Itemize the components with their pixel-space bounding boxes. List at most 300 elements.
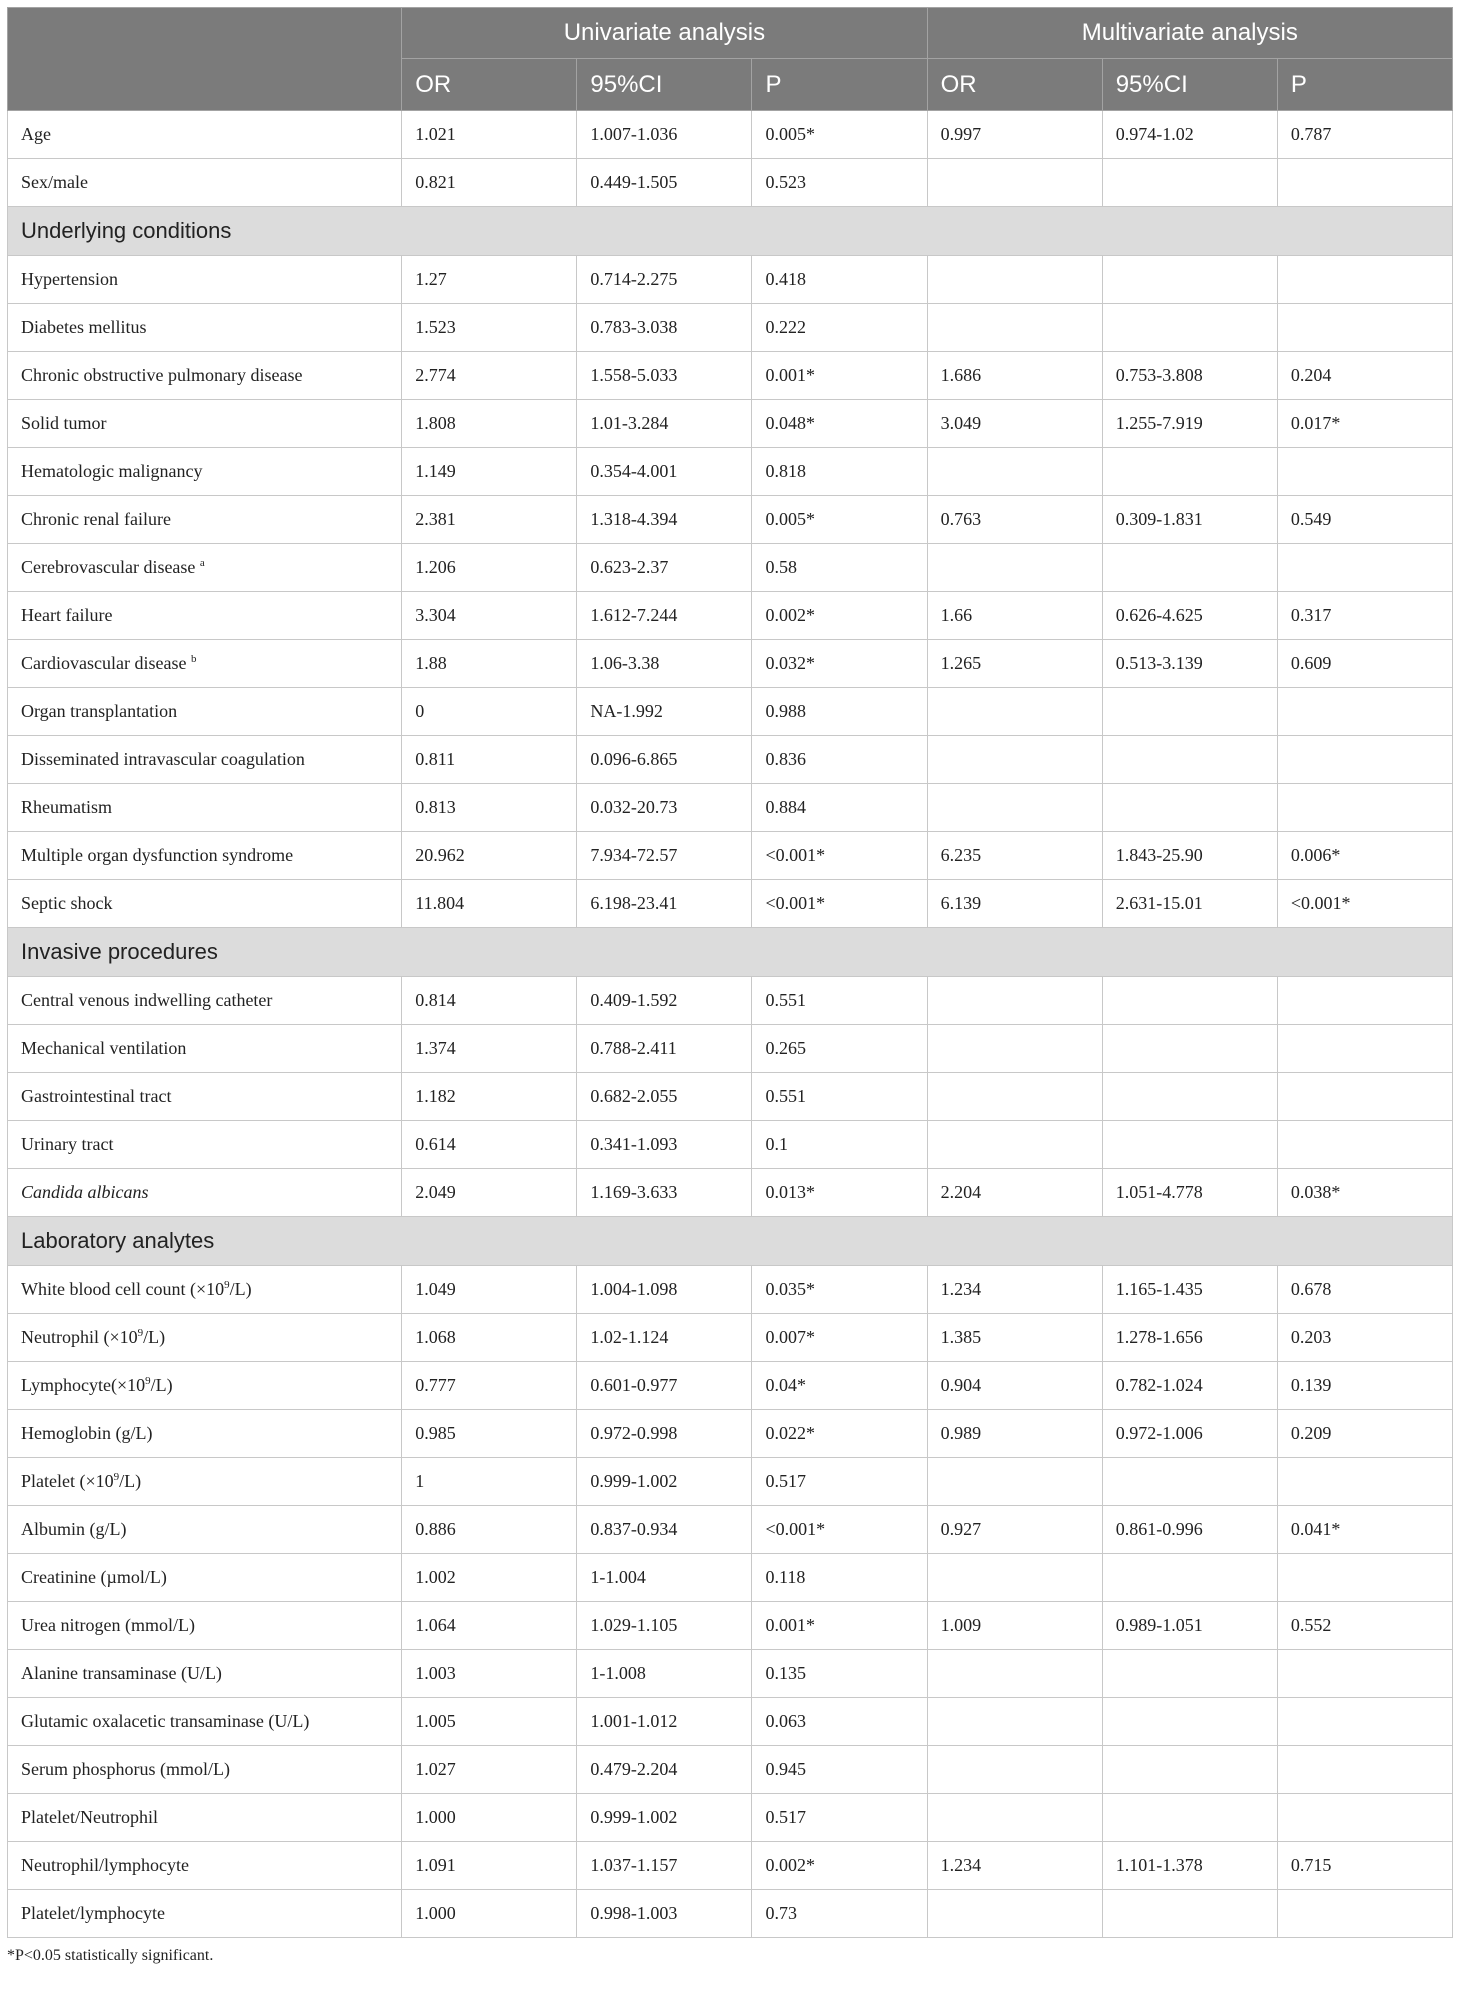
cell-p-uni: 0.836 xyxy=(752,736,927,784)
cell-or-uni: 1.523 xyxy=(402,304,577,352)
section-label: Invasive procedures xyxy=(8,928,1453,977)
cell-or-uni: 1.027 xyxy=(402,1746,577,1794)
cell-ci-multi: 0.782-1.024 xyxy=(1102,1362,1277,1410)
cell-or-multi: 0.997 xyxy=(927,111,1102,159)
row-label xyxy=(8,1458,402,1506)
cell-p-uni: 0.002* xyxy=(752,1842,927,1890)
row-label xyxy=(8,640,402,688)
row-label-suffix: /L) xyxy=(143,1327,166,1347)
cell-p-multi xyxy=(1277,448,1452,496)
cell-p-uni: 0.884 xyxy=(752,784,927,832)
row-label xyxy=(8,1314,402,1362)
cell-p-multi xyxy=(1277,977,1452,1025)
cell-p-uni: 0.001* xyxy=(752,352,927,400)
row-label xyxy=(8,1073,402,1121)
cell-or-uni: 1.27 xyxy=(402,256,577,304)
cell-p-uni: <0.001* xyxy=(752,832,927,880)
cell-or-uni: 1.374 xyxy=(402,1025,577,1073)
cell-or-multi xyxy=(927,688,1102,736)
cell-or-uni: 1.808 xyxy=(402,400,577,448)
cell-or-multi xyxy=(927,448,1102,496)
cell-ci-uni: 0.409-1.592 xyxy=(577,977,752,1025)
cell-ci-multi xyxy=(1102,784,1277,832)
cell-p-uni: 0.118 xyxy=(752,1554,927,1602)
row-label-text: Organ transplantation xyxy=(21,701,178,721)
cell-p-multi xyxy=(1277,736,1452,784)
cell-or-uni: 2.381 xyxy=(402,496,577,544)
table-row xyxy=(8,1410,1453,1458)
cell-p-uni: 0.1 xyxy=(752,1121,927,1169)
cell-ci-multi: 1.165-1.435 xyxy=(1102,1266,1277,1314)
table-row xyxy=(8,448,1453,496)
cell-or-uni: 1.000 xyxy=(402,1890,577,1938)
regression-table xyxy=(7,7,1453,1938)
cell-p-uni: 0.73 xyxy=(752,1890,927,1938)
table-row xyxy=(8,736,1453,784)
cell-p-multi: 0.549 xyxy=(1277,496,1452,544)
cell-or-multi: 1.66 xyxy=(927,592,1102,640)
row-label xyxy=(8,784,402,832)
cell-or-multi xyxy=(927,1890,1102,1938)
row-label xyxy=(8,1842,402,1890)
cell-ci-uni: 1.558-5.033 xyxy=(577,352,752,400)
cell-ci-uni: 0.788-2.411 xyxy=(577,1025,752,1073)
table-row xyxy=(8,688,1453,736)
cell-or-uni: 0.614 xyxy=(402,1121,577,1169)
row-label xyxy=(8,1650,402,1698)
cell-ci-uni: 1.001-1.012 xyxy=(577,1698,752,1746)
table-row xyxy=(8,784,1453,832)
col-header-or-multi: OR xyxy=(927,59,1102,111)
row-label xyxy=(8,832,402,880)
cell-or-uni: 1.003 xyxy=(402,1650,577,1698)
row-label-text: Cerebrovascular disease xyxy=(21,557,196,577)
cell-ci-uni: 0.354-4.001 xyxy=(577,448,752,496)
cell-ci-multi: 1.255-7.919 xyxy=(1102,400,1277,448)
cell-p-uni: 0.048* xyxy=(752,400,927,448)
row-label xyxy=(8,1121,402,1169)
cell-p-multi xyxy=(1277,1554,1452,1602)
table-row xyxy=(8,1554,1453,1602)
cell-p-multi xyxy=(1277,1458,1452,1506)
cell-p-multi: 0.678 xyxy=(1277,1266,1452,1314)
row-label-text: Creatinine (µmol/L) xyxy=(21,1567,167,1587)
cell-ci-uni: 0.623-2.37 xyxy=(577,544,752,592)
cell-p-uni: 0.58 xyxy=(752,544,927,592)
cell-p-uni: 0.032* xyxy=(752,640,927,688)
cell-p-multi xyxy=(1277,1121,1452,1169)
cell-or-uni: 0.985 xyxy=(402,1410,577,1458)
cell-or-uni: 3.304 xyxy=(402,592,577,640)
cell-ci-uni: 0.096-6.865 xyxy=(577,736,752,784)
cell-p-multi xyxy=(1277,304,1452,352)
row-label-text: White blood cell count (×10 xyxy=(21,1279,225,1299)
row-label-text: Serum phosphorus (mmol/L) xyxy=(21,1759,230,1779)
cell-ci-multi: 1.843-25.90 xyxy=(1102,832,1277,880)
table-row xyxy=(8,256,1453,304)
table-row xyxy=(8,880,1453,928)
cell-ci-uni: 0.479-2.204 xyxy=(577,1746,752,1794)
table-row xyxy=(8,977,1453,1025)
cell-or-uni: 11.804 xyxy=(402,880,577,928)
col-header-ci-multi: 95%CI xyxy=(1102,59,1277,111)
cell-or-multi xyxy=(927,1025,1102,1073)
cell-p-multi: 0.552 xyxy=(1277,1602,1452,1650)
cell-ci-multi xyxy=(1102,977,1277,1025)
row-label xyxy=(8,496,402,544)
cell-ci-multi: 0.972-1.006 xyxy=(1102,1410,1277,1458)
row-label-text: Albumin (g/L) xyxy=(21,1519,127,1539)
col-header-or-uni: OR xyxy=(402,59,577,111)
cell-p-multi: 0.204 xyxy=(1277,352,1452,400)
cell-p-uni: 0.551 xyxy=(752,1073,927,1121)
cell-ci-uni: 0.341-1.093 xyxy=(577,1121,752,1169)
cell-ci-uni: 0.449-1.505 xyxy=(577,159,752,207)
cell-or-uni: 1.002 xyxy=(402,1554,577,1602)
table-row xyxy=(8,640,1453,688)
table-row xyxy=(8,544,1453,592)
row-label-text: Platelet/lymphocyte xyxy=(21,1903,165,1923)
cell-or-multi xyxy=(927,1794,1102,1842)
cell-or-multi xyxy=(927,256,1102,304)
cell-p-multi: 0.006* xyxy=(1277,832,1452,880)
row-label xyxy=(8,1698,402,1746)
cell-or-multi xyxy=(927,784,1102,832)
row-label-text: Candida albicans xyxy=(21,1182,149,1202)
cell-p-multi xyxy=(1277,1698,1452,1746)
table-row xyxy=(8,592,1453,640)
cell-or-uni: 20.962 xyxy=(402,832,577,880)
cell-p-uni: <0.001* xyxy=(752,880,927,928)
row-label-text: Neutrophil/lymphocyte xyxy=(21,1855,189,1875)
univariate-group-header: Univariate analysis xyxy=(402,8,927,59)
row-label-superscript: b xyxy=(190,653,197,665)
row-label xyxy=(8,544,402,592)
table-header xyxy=(8,8,1453,111)
row-label-text: Rheumatism xyxy=(21,797,112,817)
row-label xyxy=(8,1602,402,1650)
cell-p-uni: 0.523 xyxy=(752,159,927,207)
row-label-suffix: /L) xyxy=(119,1471,142,1491)
cell-ci-multi: 0.626-4.625 xyxy=(1102,592,1277,640)
cell-ci-multi xyxy=(1102,1794,1277,1842)
cell-ci-uni: 0.998-1.003 xyxy=(577,1890,752,1938)
cell-or-multi xyxy=(927,1458,1102,1506)
row-label xyxy=(8,880,402,928)
cell-p-multi xyxy=(1277,1650,1452,1698)
cell-ci-multi xyxy=(1102,1650,1277,1698)
cell-p-uni: 0.001* xyxy=(752,1602,927,1650)
cell-ci-multi: 0.309-1.831 xyxy=(1102,496,1277,544)
cell-or-uni: 1.149 xyxy=(402,448,577,496)
cell-ci-multi xyxy=(1102,736,1277,784)
row-label-text: Diabetes mellitus xyxy=(21,317,147,337)
cell-p-uni: 0.135 xyxy=(752,1650,927,1698)
row-label xyxy=(8,1794,402,1842)
cell-ci-multi: 2.631-15.01 xyxy=(1102,880,1277,928)
col-header-p-uni: P xyxy=(752,59,927,111)
table-row xyxy=(8,1121,1453,1169)
cell-or-uni: 0.886 xyxy=(402,1506,577,1554)
cell-or-uni: 2.774 xyxy=(402,352,577,400)
cell-ci-uni: 1.169-3.633 xyxy=(577,1169,752,1217)
cell-ci-multi xyxy=(1102,1025,1277,1073)
row-label-text: Heart failure xyxy=(21,605,113,625)
cell-p-multi: 0.715 xyxy=(1277,1842,1452,1890)
cell-p-uni: 0.945 xyxy=(752,1746,927,1794)
row-label-text: Central venous indwelling catheter xyxy=(21,990,273,1010)
cell-ci-multi xyxy=(1102,688,1277,736)
row-label xyxy=(8,977,402,1025)
row-label-text: Chronic renal failure xyxy=(21,509,171,529)
row-label-text: Urinary tract xyxy=(21,1134,114,1154)
row-label xyxy=(8,400,402,448)
cell-p-multi: 0.787 xyxy=(1277,111,1452,159)
row-label xyxy=(8,736,402,784)
row-label-text: Multiple organ dysfunction syndrome xyxy=(21,845,294,865)
table-row xyxy=(8,1602,1453,1650)
col-header-ci-uni: 95%CI xyxy=(577,59,752,111)
cell-or-multi xyxy=(927,1073,1102,1121)
row-label xyxy=(8,304,402,352)
cell-or-multi xyxy=(927,977,1102,1025)
row-label xyxy=(8,448,402,496)
cell-p-uni: 0.988 xyxy=(752,688,927,736)
cell-or-multi xyxy=(927,1650,1102,1698)
row-label-text: Glutamic oxalacetic transaminase (U/L) xyxy=(21,1711,310,1731)
cell-p-uni: 0.022* xyxy=(752,1410,927,1458)
col-header-p-multi: P xyxy=(1277,59,1452,111)
cell-ci-multi: 0.861-0.996 xyxy=(1102,1506,1277,1554)
row-label-text: Mechanical ventilation xyxy=(21,1038,187,1058)
row-label xyxy=(8,1554,402,1602)
section-header-row xyxy=(8,1217,1453,1266)
cell-p-multi xyxy=(1277,784,1452,832)
table-row xyxy=(8,1842,1453,1890)
cell-or-uni: 1.005 xyxy=(402,1698,577,1746)
table-row xyxy=(8,1073,1453,1121)
cell-ci-multi xyxy=(1102,256,1277,304)
cell-or-multi xyxy=(927,544,1102,592)
cell-or-multi: 1.234 xyxy=(927,1266,1102,1314)
cell-p-multi xyxy=(1277,688,1452,736)
cell-p-uni: 0.517 xyxy=(752,1794,927,1842)
cell-ci-multi xyxy=(1102,1746,1277,1794)
table-row xyxy=(8,1314,1453,1362)
cell-ci-multi: 0.753-3.808 xyxy=(1102,352,1277,400)
cell-or-multi: 6.235 xyxy=(927,832,1102,880)
row-label-text: Hematologic malignancy xyxy=(21,461,203,481)
footnote: *P<0.05 statistically significant. xyxy=(7,1947,214,1964)
cell-ci-uni: 6.198-23.41 xyxy=(577,880,752,928)
cell-ci-multi xyxy=(1102,159,1277,207)
table-row xyxy=(8,304,1453,352)
table-body xyxy=(8,111,1453,1938)
cell-or-multi: 1.234 xyxy=(927,1842,1102,1890)
cell-p-uni: 0.04* xyxy=(752,1362,927,1410)
cell-p-multi: <0.001* xyxy=(1277,880,1452,928)
row-label-text: Platelet (×10 xyxy=(21,1471,114,1491)
row-label xyxy=(8,159,402,207)
row-label-text: Alanine transaminase (U/L) xyxy=(21,1663,222,1683)
cell-or-multi xyxy=(927,1121,1102,1169)
cell-or-multi xyxy=(927,736,1102,784)
cell-or-uni: 1.182 xyxy=(402,1073,577,1121)
cell-or-uni: 1.206 xyxy=(402,544,577,592)
cell-or-multi xyxy=(927,1746,1102,1794)
table-row xyxy=(8,352,1453,400)
row-label xyxy=(8,1746,402,1794)
cell-p-multi xyxy=(1277,159,1452,207)
cell-p-uni: 0.005* xyxy=(752,496,927,544)
cell-or-multi xyxy=(927,1698,1102,1746)
cell-or-multi: 0.989 xyxy=(927,1410,1102,1458)
cell-p-multi: 0.209 xyxy=(1277,1410,1452,1458)
cell-ci-multi xyxy=(1102,304,1277,352)
row-label-text: Hypertension xyxy=(21,269,118,289)
cell-p-multi: 0.609 xyxy=(1277,640,1452,688)
row-label-superscript: a xyxy=(199,557,205,569)
cell-ci-uni: 7.934-72.57 xyxy=(577,832,752,880)
table-row xyxy=(8,1650,1453,1698)
cell-ci-multi: 0.974-1.02 xyxy=(1102,111,1277,159)
cell-ci-multi: 1.101-1.378 xyxy=(1102,1842,1277,1890)
row-label-text: Platelet/Neutrophil xyxy=(21,1807,158,1827)
row-label-text: Cardiovascular disease xyxy=(21,653,187,673)
section-header-row xyxy=(8,207,1453,256)
cell-ci-uni: 0.999-1.002 xyxy=(577,1458,752,1506)
table-row xyxy=(8,159,1453,207)
cell-p-multi: 0.317 xyxy=(1277,592,1452,640)
cell-ci-uni: 1.02-1.124 xyxy=(577,1314,752,1362)
cell-ci-uni: 1-1.008 xyxy=(577,1650,752,1698)
cell-or-multi: 3.049 xyxy=(927,400,1102,448)
cell-or-uni: 0.777 xyxy=(402,1362,577,1410)
table-row xyxy=(8,1698,1453,1746)
row-label-text: Lymphocyte(×10 xyxy=(21,1375,146,1395)
cell-or-multi: 0.904 xyxy=(927,1362,1102,1410)
cell-ci-uni: 1.004-1.098 xyxy=(577,1266,752,1314)
cell-p-uni: 0.265 xyxy=(752,1025,927,1073)
cell-p-uni: 0.551 xyxy=(752,977,927,1025)
row-label-text: Disseminated intravascular coagulation xyxy=(21,749,305,769)
table-row xyxy=(8,496,1453,544)
table-row xyxy=(8,1266,1453,1314)
cell-p-multi xyxy=(1277,256,1452,304)
cell-or-uni: 1.091 xyxy=(402,1842,577,1890)
cell-p-uni: 0.418 xyxy=(752,256,927,304)
row-label xyxy=(8,688,402,736)
section-label: Underlying conditions xyxy=(8,207,1453,256)
table-row xyxy=(8,1458,1453,1506)
table-row xyxy=(8,1362,1453,1410)
cell-ci-uni: NA-1.992 xyxy=(577,688,752,736)
cell-p-uni: 0.818 xyxy=(752,448,927,496)
cell-ci-uni: 1.612-7.244 xyxy=(577,592,752,640)
cell-ci-uni: 0.714-2.275 xyxy=(577,256,752,304)
row-label-text: Gastrointestinal tract xyxy=(21,1086,172,1106)
cell-ci-multi: 1.278-1.656 xyxy=(1102,1314,1277,1362)
cell-p-multi xyxy=(1277,1025,1452,1073)
row-label xyxy=(8,1025,402,1073)
cell-ci-multi xyxy=(1102,1121,1277,1169)
cell-p-uni: 0.222 xyxy=(752,304,927,352)
cell-or-uni: 1.000 xyxy=(402,1794,577,1842)
table-row xyxy=(8,832,1453,880)
cell-or-uni: 1.064 xyxy=(402,1602,577,1650)
cell-p-uni: 0.005* xyxy=(752,111,927,159)
cell-ci-uni: 1-1.004 xyxy=(577,1554,752,1602)
cell-p-uni: 0.517 xyxy=(752,1458,927,1506)
cell-or-multi: 0.927 xyxy=(927,1506,1102,1554)
cell-or-uni: 1.021 xyxy=(402,111,577,159)
cell-p-multi xyxy=(1277,544,1452,592)
row-label-text: Sex/male xyxy=(21,172,88,192)
cell-ci-uni: 0.837-0.934 xyxy=(577,1506,752,1554)
cell-ci-multi xyxy=(1102,544,1277,592)
cell-or-uni: 1.88 xyxy=(402,640,577,688)
cell-or-uni: 0.814 xyxy=(402,977,577,1025)
cell-or-multi: 6.139 xyxy=(927,880,1102,928)
table-row xyxy=(8,1169,1453,1217)
row-label-superscript: 9 xyxy=(113,1471,120,1483)
cell-or-uni: 0.813 xyxy=(402,784,577,832)
cell-or-uni: 1.068 xyxy=(402,1314,577,1362)
cell-ci-multi: 1.051-4.778 xyxy=(1102,1169,1277,1217)
cell-or-multi: 1.385 xyxy=(927,1314,1102,1362)
section-label: Laboratory analytes xyxy=(8,1217,1453,1266)
cell-ci-uni: 0.783-3.038 xyxy=(577,304,752,352)
row-label xyxy=(8,111,402,159)
table-row xyxy=(8,111,1453,159)
row-label-superscript: 9 xyxy=(224,1279,230,1291)
cell-p-multi xyxy=(1277,1073,1452,1121)
row-label-text: Neutrophil (×10 xyxy=(21,1327,138,1347)
cell-ci-multi xyxy=(1102,448,1277,496)
row-label xyxy=(8,1506,402,1554)
cell-or-multi: 0.763 xyxy=(927,496,1102,544)
row-label-superscript: 9 xyxy=(137,1327,144,1339)
table-row xyxy=(8,1890,1453,1938)
table-container xyxy=(7,7,1453,1965)
cell-or-uni: 0 xyxy=(402,688,577,736)
row-label xyxy=(8,1410,402,1458)
cell-or-multi: 1.686 xyxy=(927,352,1102,400)
cell-p-multi: 0.041* xyxy=(1277,1506,1452,1554)
cell-ci-uni: 1.007-1.036 xyxy=(577,111,752,159)
cell-ci-multi xyxy=(1102,1073,1277,1121)
cell-or-uni: 0.811 xyxy=(402,736,577,784)
cell-ci-uni: 1.01-3.284 xyxy=(577,400,752,448)
row-label xyxy=(8,256,402,304)
row-label-text: Hemoglobin (g/L) xyxy=(21,1423,153,1443)
cell-ci-multi xyxy=(1102,1698,1277,1746)
cell-ci-uni: 0.972-0.998 xyxy=(577,1410,752,1458)
cell-p-uni: <0.001* xyxy=(752,1506,927,1554)
cell-p-uni: 0.035* xyxy=(752,1266,927,1314)
cell-ci-uni: 1.029-1.105 xyxy=(577,1602,752,1650)
row-label-text: Age xyxy=(21,124,51,144)
cell-ci-uni: 0.601-0.977 xyxy=(577,1362,752,1410)
row-label-text: Septic shock xyxy=(21,893,113,913)
cell-ci-multi: 0.989-1.051 xyxy=(1102,1602,1277,1650)
cell-p-multi: 0.038* xyxy=(1277,1169,1452,1217)
cell-p-uni: 0.063 xyxy=(752,1698,927,1746)
cell-or-uni: 2.049 xyxy=(402,1169,577,1217)
cell-or-multi: 1.265 xyxy=(927,640,1102,688)
cell-ci-uni: 1.318-4.394 xyxy=(577,496,752,544)
cell-p-uni: 0.007* xyxy=(752,1314,927,1362)
